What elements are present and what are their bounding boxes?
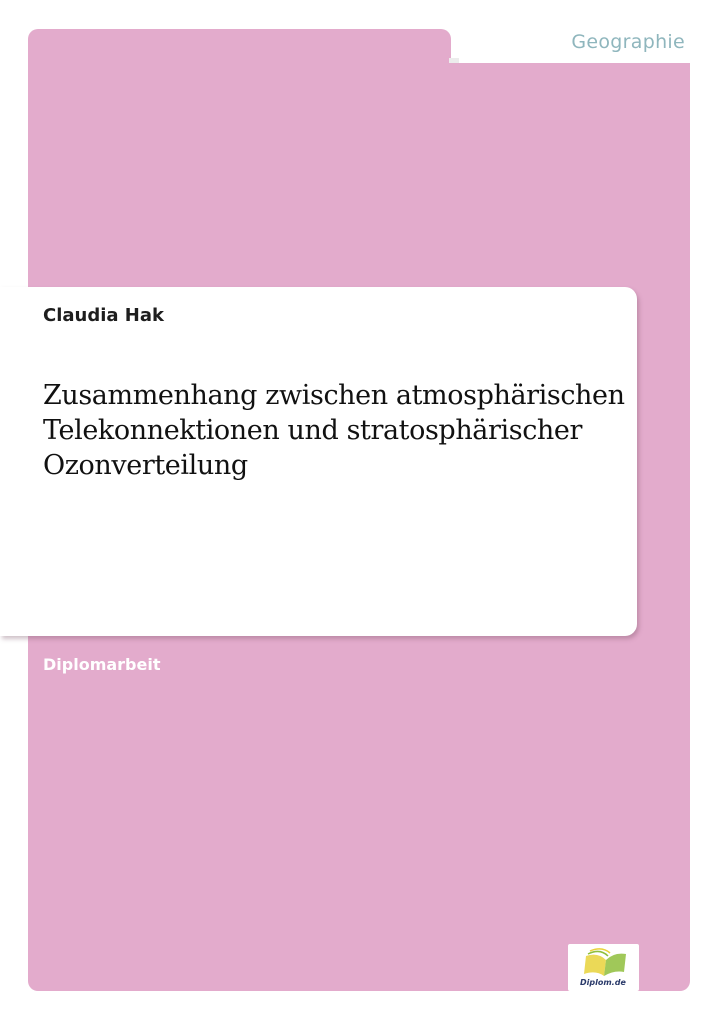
category-label: Geographie [571, 31, 685, 53]
author-name: Claudia Hak [43, 305, 164, 326]
diplom-book-icon [578, 948, 630, 978]
publisher-name: Diplom.de [580, 978, 626, 987]
publisher-logo [568, 944, 639, 991]
title-line-1: Zusammenhang zwischen atmosphärischen [43, 380, 625, 411]
document-type-label: Diplomarbeit [43, 655, 161, 674]
title-line-3: Ozonverteilung [43, 450, 248, 481]
book-title [43, 378, 628, 483]
title-line-2: Telekonnektionen und stratosphärischer [43, 415, 582, 446]
